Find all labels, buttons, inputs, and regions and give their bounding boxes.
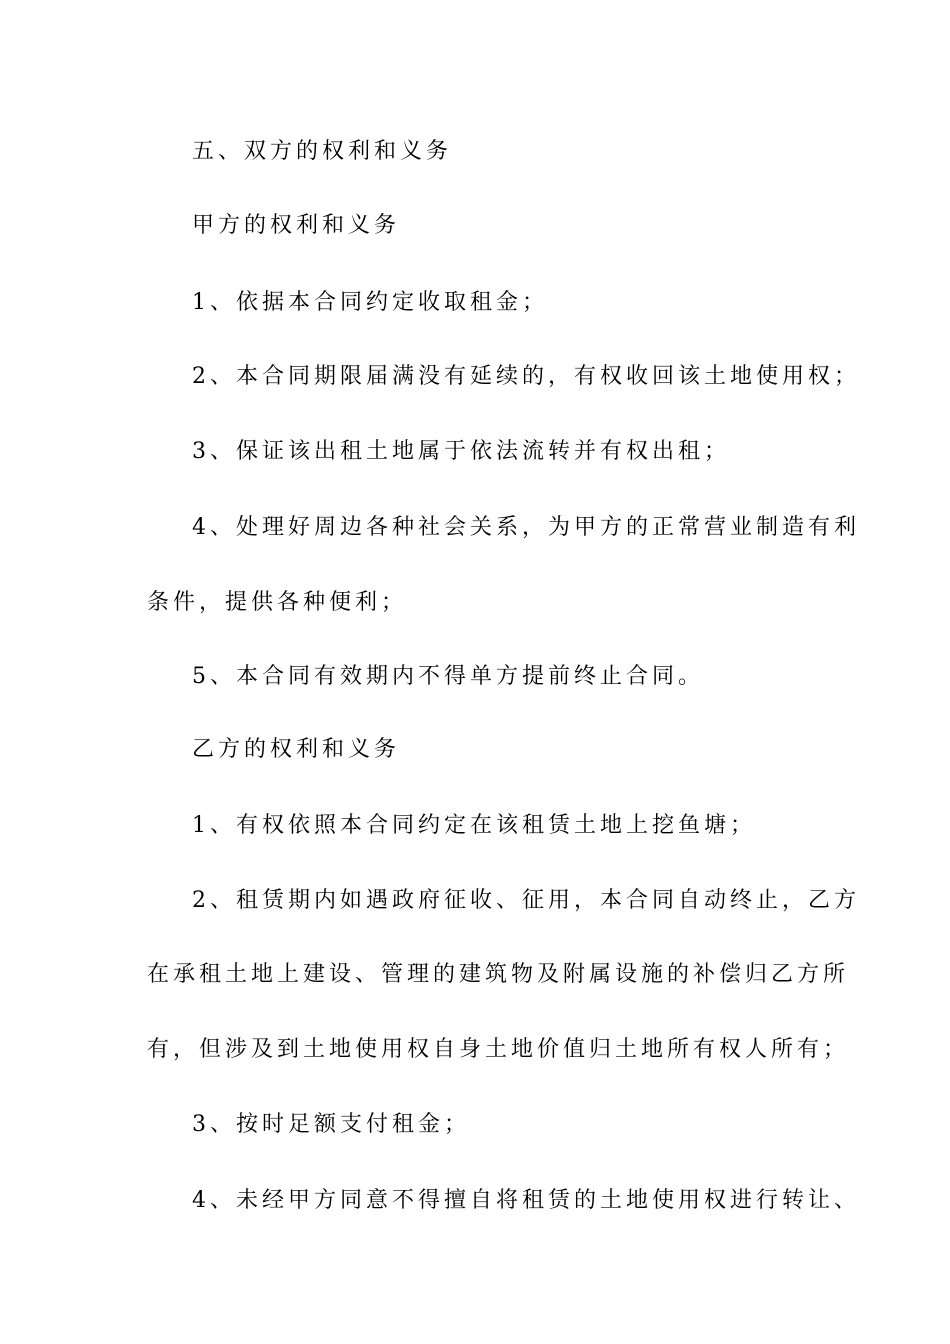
subheading-party-a: 甲方的权利和义务 (192, 213, 401, 238)
paragraph-line: 2、租赁期内如遇政府征收、征用，本合同自动终止，乙方 (192, 888, 860, 913)
paragraph-line: 1、有权依照本合同约定在该租赁土地上挖鱼塘； (192, 813, 756, 838)
paragraph-line: 3、按时足额支付租金； (192, 1112, 470, 1137)
section-heading: 五、双方的权利和义务 (192, 139, 453, 164)
paragraph-line: 4、处理好周边各种社会关系，为甲方的正常营业制造有利 (192, 515, 860, 540)
paragraph-line: 2、本合同期限届满没有延续的，有权收回该土地使用权； (192, 364, 860, 389)
paragraph-line: 在承租土地上建设、管理的建筑物及附属设施的补偿归乙方所 (147, 962, 850, 987)
paragraph-line: 5、本合同有效期内不得单方提前终止合同。 (192, 664, 704, 689)
paragraph-line: 4、未经甲方同意不得擅自将租赁的土地使用权进行转让、 (192, 1188, 860, 1213)
paragraph-line: 3、保证该出租土地属于依法流转并有权出租； (192, 439, 730, 464)
subheading-party-b: 乙方的权利和义务 (192, 737, 401, 762)
paragraph-line: 1、依据本合同约定收取租金； (192, 290, 548, 315)
paragraph-line: 条件，提供各种便利； (147, 590, 408, 615)
paragraph-line: 有，但涉及到土地使用权自身土地价值归土地所有权人所有； (147, 1037, 850, 1062)
